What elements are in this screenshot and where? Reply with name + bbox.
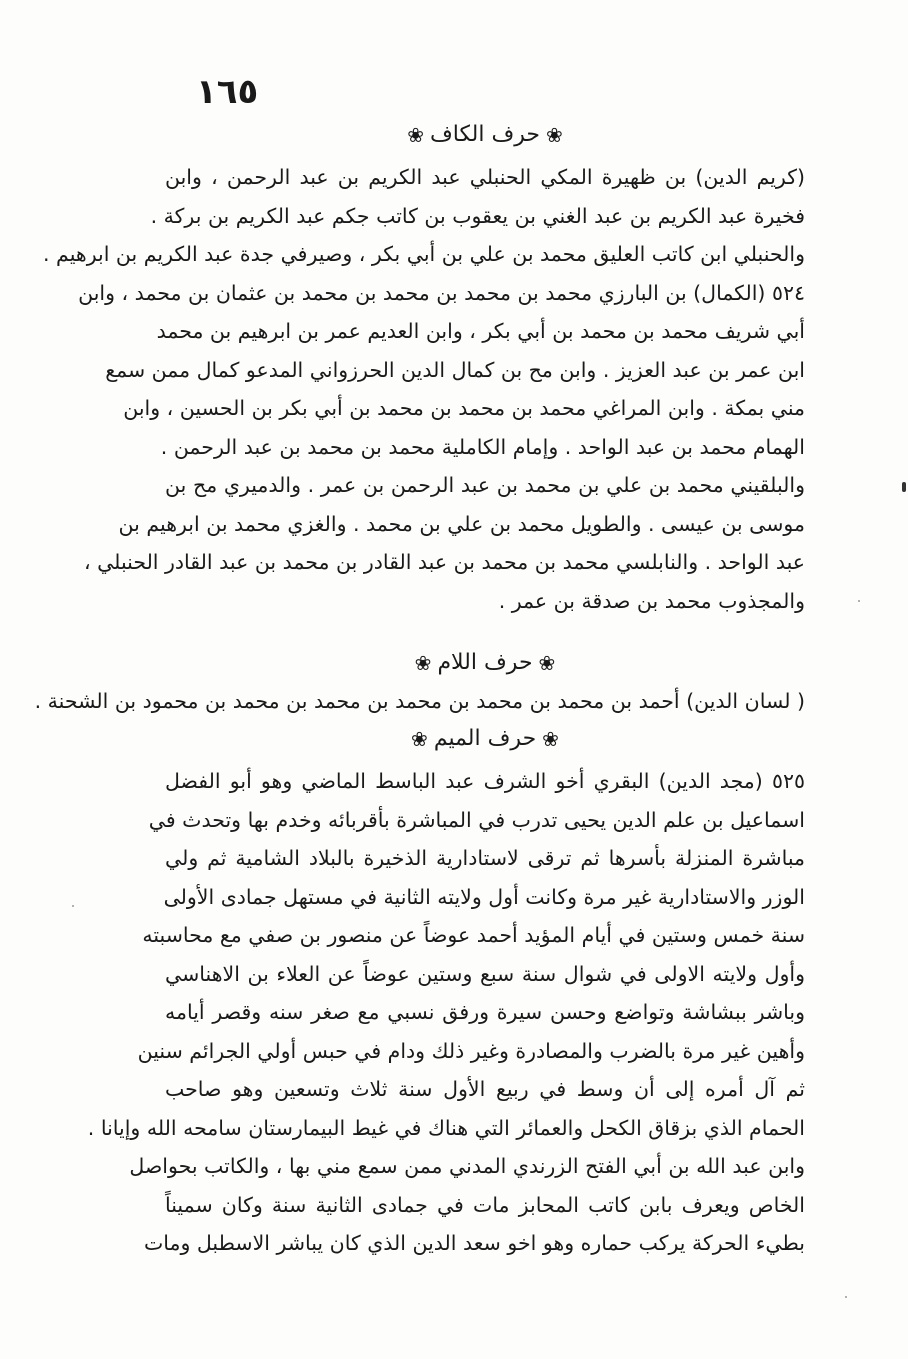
text-line: ثم آل أمره إلى أن وسط في ربيع الأول سنة ثلاث وتسعين وهو صاحب	[165, 1077, 805, 1101]
text-line: الهمام محمد بن عبد الواحد . وإمام الكاملية محمد بن محمد بن عبد الرحمن .	[160, 434, 805, 459]
section-heading-kaf	[165, 118, 805, 152]
text-line: سنة خمس وستين في أيام المؤيد أحمد عوضاً عن منصور بن صفي مع محاسبته	[142, 923, 805, 947]
page-number: ١٦٥	[196, 72, 259, 112]
text-line: الحمام الذي بزقاق الكحل والعمائر التي هناك في غيط البيمارستان سامحه الله وإيانا .	[87, 1115, 805, 1140]
text-line: عبد الواحد . والنابلسي محمد بن محمد بن عبد القادر بن محمد بن عبد القادر الحنبلي ،	[83, 550, 805, 574]
text-line: اسماعيل بن علم الدين يحيى تدرب في المباشرة بأقربائه وخدم بها وتحدث في	[148, 807, 805, 832]
section-body-lam	[34, 682, 805, 721]
text-line: مني بمكة . وابن المراغي محمد بن محمد بن محمد بن أبي بكر بن الحسين ، وابن	[123, 396, 805, 420]
text-line: والمجذوب محمد بن صدقة بن عمر .	[498, 588, 805, 613]
text-line: ( لسان الدين) أحمد بن محمد بن محمد بن محمد بن محمد بن محمد بن محمود بن الشحنة .	[34, 689, 805, 713]
section-body-kaf	[43, 158, 805, 620]
text-line: بطيء الحركة يركب حماره وهو اخو سعد الدين الذي كان يباشر الاسطبل ومات	[143, 1231, 805, 1255]
ornament-icon: ❀	[538, 651, 556, 675]
text-line: موسى بن عيسى . والطويل محمد بن علي بن محمد . والغزي محمد بن ابرهيم بن	[118, 511, 805, 536]
ornament-icon: ❀	[542, 727, 559, 751]
text-line: مباشرة المنزلة بأسرها ثم ترقى لاستادارية الذخيرة بالبلاد الشامية ثم ولي	[165, 846, 805, 870]
text-line: والبلقيني محمد بن علي بن محمد بن عبد الرحمن بن عمر . والدميري مح بن	[165, 473, 805, 497]
text-line: وأول ولايته الاولى في شوال سنة سبع وستين عوضاً عن العلاء بن الاهناسي	[165, 961, 805, 986]
speck	[845, 1296, 847, 1298]
text-line: فخيرة عبد الكريم بن عبد الغني بن يعقوب بن كاتب جكم عبد الكريم بن بركة .	[150, 203, 805, 228]
speck	[858, 600, 860, 602]
section-heading-lam	[165, 646, 805, 680]
ornament-icon: ❀	[546, 123, 563, 147]
text-line: وأهين غير مرة بالضرب والمصادرة وغير ذلك ودام في حبس أولي الجرائم سنين	[137, 1038, 805, 1063]
heading-text: حرف اللام	[437, 650, 533, 675]
ornament-icon: ❀	[414, 651, 432, 675]
text-line: أبي شريف محمد بن محمد بن أبي بكر ، وابن العديم عمر بن ابرهيم بن محمد	[156, 319, 805, 343]
speck	[72, 905, 74, 907]
heading-text: حرف الكاف	[429, 122, 540, 147]
section-heading-mim	[165, 722, 805, 756]
text-line: وباشر ببشاشة وتواضع وحسن سيرة ورفق نسبي مع صغر سنه وقصر أيامه	[165, 1000, 805, 1024]
text-line: وابن عبد الله بن أبي الفتح الزرندي المدني ممن سمع مني بها ، والكاتب بحواصل	[129, 1154, 805, 1178]
margin-mark	[902, 482, 906, 492]
text-line: ابن عمر بن عبد العزيز . وابن مح بن كمال الدين الحرزواني المدعو كمال ممن سمع	[105, 357, 805, 382]
text-line: الخاص ويعرف بابن كاتب المحابز مات في جمادى الثانية سنة وكان سميناً	[165, 1192, 805, 1217]
text-line: ٥٢٥ (مجد الدين) البقري أخو الشرف عبد الباسط الماضي وهو أبو الفضل	[165, 769, 805, 793]
text-line: ٥٢٤ (الكمال) بن البارزي محمد بن محمد بن محمد بن محمد بن عثمان بن محمد ، وابن	[78, 280, 805, 305]
ornament-icon: ❀	[407, 123, 424, 147]
text-line: الوزر والاستادارية غير مرة وكانت أول ولايته الثانية في مستهل جمادى الأولى	[163, 884, 805, 909]
heading-text: حرف الميم	[433, 726, 537, 751]
text-line: (كريم الدين) بن ظهيرة المكي الحنبلي عبد الكريم بن عبد الرحمن ، وابن	[165, 165, 805, 189]
ornament-icon: ❀	[411, 727, 428, 751]
section-body-mim	[87, 762, 805, 1263]
text-line: والحنبلي ابن كاتب العليق محمد بن علي بن أبي بكر ، وصيرفي جدة عبد الكريم بن ابرهيم .	[43, 242, 805, 266]
